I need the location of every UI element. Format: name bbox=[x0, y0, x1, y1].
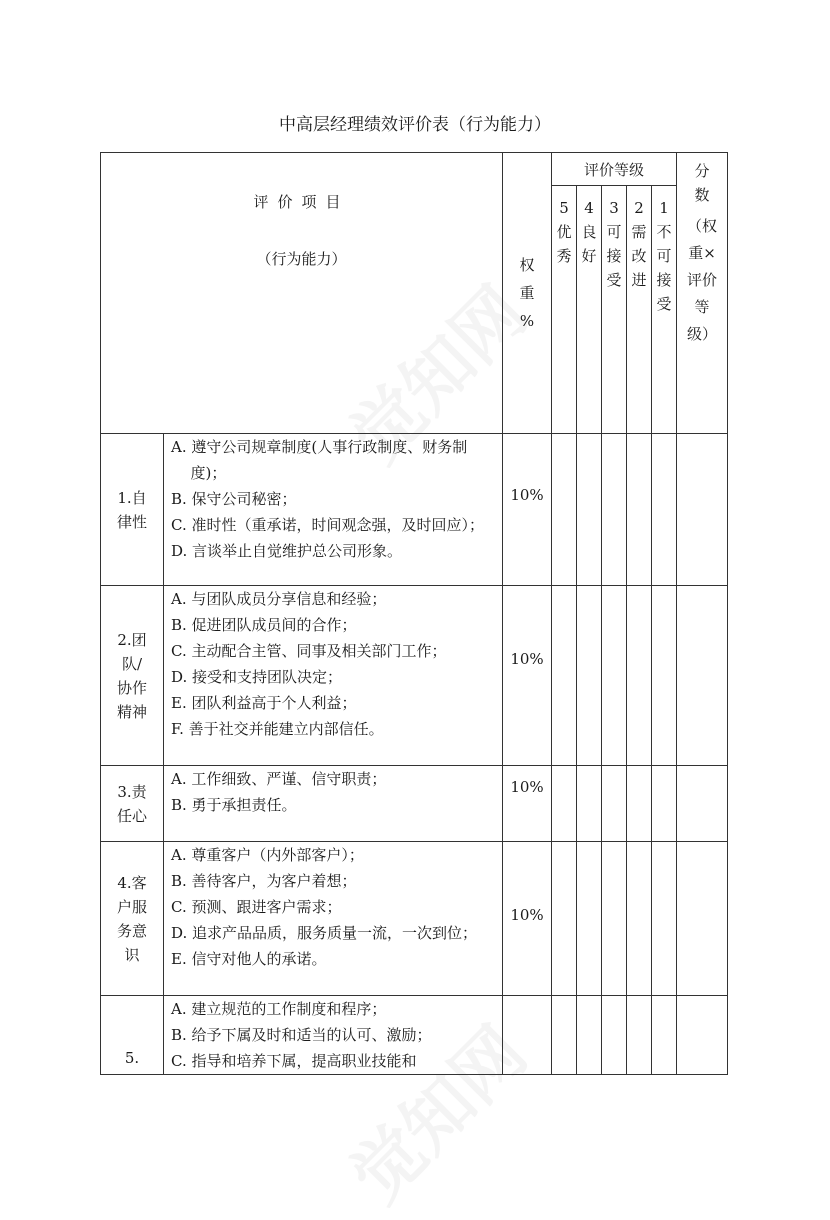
row-criteria: A. 建立规范的工作制度和程序； B. 给予下属及时和适当的认可、激励； C. 指导和培养下属，提高职业技能和 bbox=[164, 996, 503, 1075]
grade-4-label: 良好 bbox=[581, 223, 597, 265]
table-row bbox=[101, 766, 728, 842]
table-row bbox=[101, 842, 728, 996]
table-row bbox=[101, 586, 728, 766]
grade-cell[interactable] bbox=[652, 766, 677, 842]
table-row bbox=[101, 434, 728, 586]
grade-3-label: 可接受 bbox=[606, 223, 622, 289]
grade-5-num: 5 bbox=[559, 199, 569, 217]
row-category: 5. bbox=[101, 996, 164, 1075]
table-row bbox=[101, 996, 728, 1075]
header-score-label: 分数 bbox=[694, 162, 710, 204]
grade-cell[interactable] bbox=[577, 586, 602, 766]
header-item-title: 评价项目 bbox=[253, 193, 350, 211]
grade-cell[interactable] bbox=[652, 434, 677, 586]
grade-cell[interactable] bbox=[652, 996, 677, 1075]
header-weight bbox=[503, 153, 552, 434]
grade-4-num: 4 bbox=[584, 199, 594, 217]
grade-2-label: 需改进 bbox=[631, 223, 647, 289]
grade-cell[interactable] bbox=[627, 842, 652, 996]
grade-cell[interactable] bbox=[577, 434, 602, 586]
score-cell[interactable] bbox=[677, 996, 728, 1075]
row-weight: 10% bbox=[503, 434, 552, 586]
grade-cell[interactable] bbox=[627, 996, 652, 1075]
grade-cell[interactable] bbox=[552, 996, 577, 1075]
header-weight-unit: % bbox=[519, 312, 535, 330]
row-weight: 10% bbox=[503, 766, 552, 842]
grade-2-num: 2 bbox=[634, 199, 644, 217]
row-criteria: A. 尊重客户（内外部客户）； B. 善待客户，为客户着想； C. 预测、跟进客户需求； D. 追求产品品质，服务质量一流，一次到位； E. 信守对他人的承诺。 bbox=[164, 842, 503, 996]
grade-cell[interactable] bbox=[652, 842, 677, 996]
row-criteria: A. 与团队成员分享信息和经验； B. 促进团队成员间的合作； C. 主动配合主管、同事及相关部门工作； D. 接受和支持团队决定； E. 团队利益高于个人利益； F. 善于社交并能建立内部信任。 bbox=[164, 586, 503, 766]
row-weight bbox=[503, 996, 552, 1075]
header-grade-1 bbox=[652, 186, 677, 434]
score-cell[interactable] bbox=[677, 842, 728, 996]
grade-cell[interactable] bbox=[602, 766, 627, 842]
grade-cell[interactable] bbox=[577, 996, 602, 1075]
row-category: 1.自律性 bbox=[101, 434, 164, 586]
row-criteria: A. 遵守公司规章制度(人事行政制度、财务制度)； B. 保守公司秘密； C. 准时性（重承诺，时间观念强，及时回应）； D. 言谈举止自觉维护总公司形象。 bbox=[164, 434, 503, 586]
grade-5-label: 优秀 bbox=[556, 223, 572, 265]
header-weight-char1: 权 bbox=[519, 256, 535, 274]
header-weight-char2: 重 bbox=[519, 284, 535, 302]
header-item-subtitle: （行为能力） bbox=[256, 250, 347, 268]
header-grade-5 bbox=[552, 186, 577, 434]
grade-cell[interactable] bbox=[627, 586, 652, 766]
page-title: 中高层经理绩效评价表（行为能力） bbox=[279, 115, 551, 135]
header-evaluation-item bbox=[101, 153, 503, 434]
row-criteria: A. 工作细致、严谨、信守职责； B. 勇于承担责任。 bbox=[164, 766, 503, 842]
header-grade-4 bbox=[577, 186, 602, 434]
grade-cell[interactable] bbox=[552, 842, 577, 996]
score-cell[interactable] bbox=[677, 766, 728, 842]
header-grade-3 bbox=[602, 186, 627, 434]
row-weight: 10% bbox=[503, 586, 552, 766]
grade-cell[interactable] bbox=[552, 586, 577, 766]
row-category: 4.客户服务意识 bbox=[101, 842, 164, 996]
grade-cell[interactable] bbox=[577, 842, 602, 996]
grade-1-num: 1 bbox=[659, 199, 669, 217]
evaluation-table bbox=[100, 152, 728, 1075]
grade-cell[interactable] bbox=[552, 434, 577, 586]
header-score-note: （权重×评价等级） bbox=[686, 217, 717, 343]
grade-1-label: 不可接受 bbox=[656, 223, 672, 313]
row-category: 3.责任心 bbox=[101, 766, 164, 842]
grade-cell[interactable] bbox=[602, 434, 627, 586]
grade-cell[interactable] bbox=[602, 586, 627, 766]
header-grade-2 bbox=[627, 186, 652, 434]
header-grade-title: 评价等级 bbox=[552, 153, 677, 186]
grade-cell[interactable] bbox=[627, 766, 652, 842]
grade-cell[interactable] bbox=[602, 996, 627, 1075]
grade-cell[interactable] bbox=[652, 586, 677, 766]
grade-cell[interactable] bbox=[602, 842, 627, 996]
grade-cell[interactable] bbox=[577, 766, 602, 842]
grade-cell[interactable] bbox=[552, 766, 577, 842]
grade-cell[interactable] bbox=[627, 434, 652, 586]
header-score bbox=[677, 153, 728, 434]
grade-3-num: 3 bbox=[609, 199, 619, 217]
row-category: 2.团队/协作精神 bbox=[101, 586, 164, 766]
row-weight: 10% bbox=[503, 842, 552, 996]
score-cell[interactable] bbox=[677, 434, 728, 586]
score-cell[interactable] bbox=[677, 586, 728, 766]
